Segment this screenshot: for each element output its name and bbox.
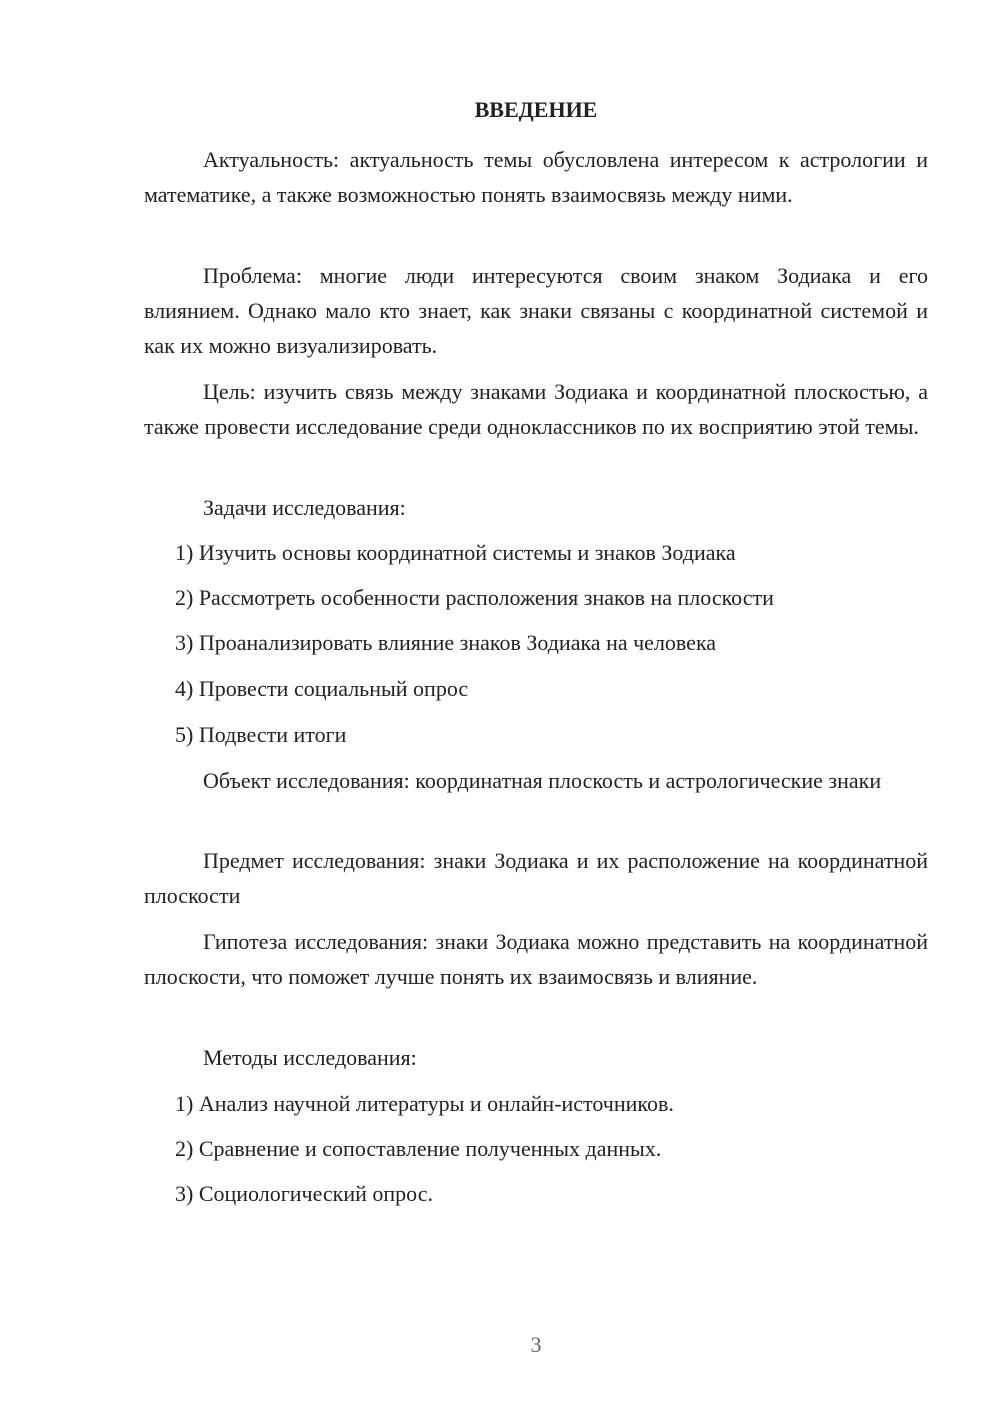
object-paragraph: Объект исследования: координатная плоскость и астрологические знаки: [203, 768, 882, 793]
methods-heading: Методы исследования:: [203, 1045, 417, 1070]
task-item: 1) Изучить основы координатной системы и знаков Зодиака: [175, 540, 736, 565]
task-item: 4) Провести социальный опрос: [175, 676, 469, 701]
task-item: 2) Рассмотреть особенности расположения знаков на плоскости: [175, 585, 774, 610]
tasks-heading: Задачи исследования:: [203, 495, 406, 520]
method-item: 2) Сравнение и сопоставление полученных данных.: [175, 1136, 662, 1161]
method-item: 1) Анализ научной литературы и онлайн-источников.: [175, 1091, 674, 1116]
problem-paragraph: Проблема: многие люди интересуются своим знаком Зодиака и его влиянием. Однако мало кто знает, как знаки связаны с координатной системой и как их можно визуализировать.: [144, 263, 928, 358]
method-item: 3) Социологический опрос.: [175, 1181, 433, 1206]
task-item: 3) Проанализировать влияние знаков Зодиака на человека: [175, 630, 717, 655]
task-item: 5) Подвести итоги: [175, 722, 347, 747]
subject-paragraph: Предмет исследования: знаки Зодиака и их расположение на координатной плоскости: [144, 848, 928, 908]
page-title: ВВЕДЕНИЕ: [474, 97, 598, 122]
hypothesis-paragraph: Гипотеза исследования: знаки Зодиака можно представить на координатной плоскости, что поможет лучше понять их взаимосвязь и влияние.: [144, 929, 928, 989]
page-number: 3: [530, 1332, 542, 1357]
goal-paragraph: Цель: изучить связь между знаками Зодиака и координатной плоскостью, а также провести исследование среди одноклассников по их восприятию этой темы.: [144, 379, 928, 439]
relevance-paragraph: Актуальность: актуальность темы обусловлена интересом к астрологии и математике, а также возможностью понять взаимосвязь между ними.: [144, 147, 928, 207]
